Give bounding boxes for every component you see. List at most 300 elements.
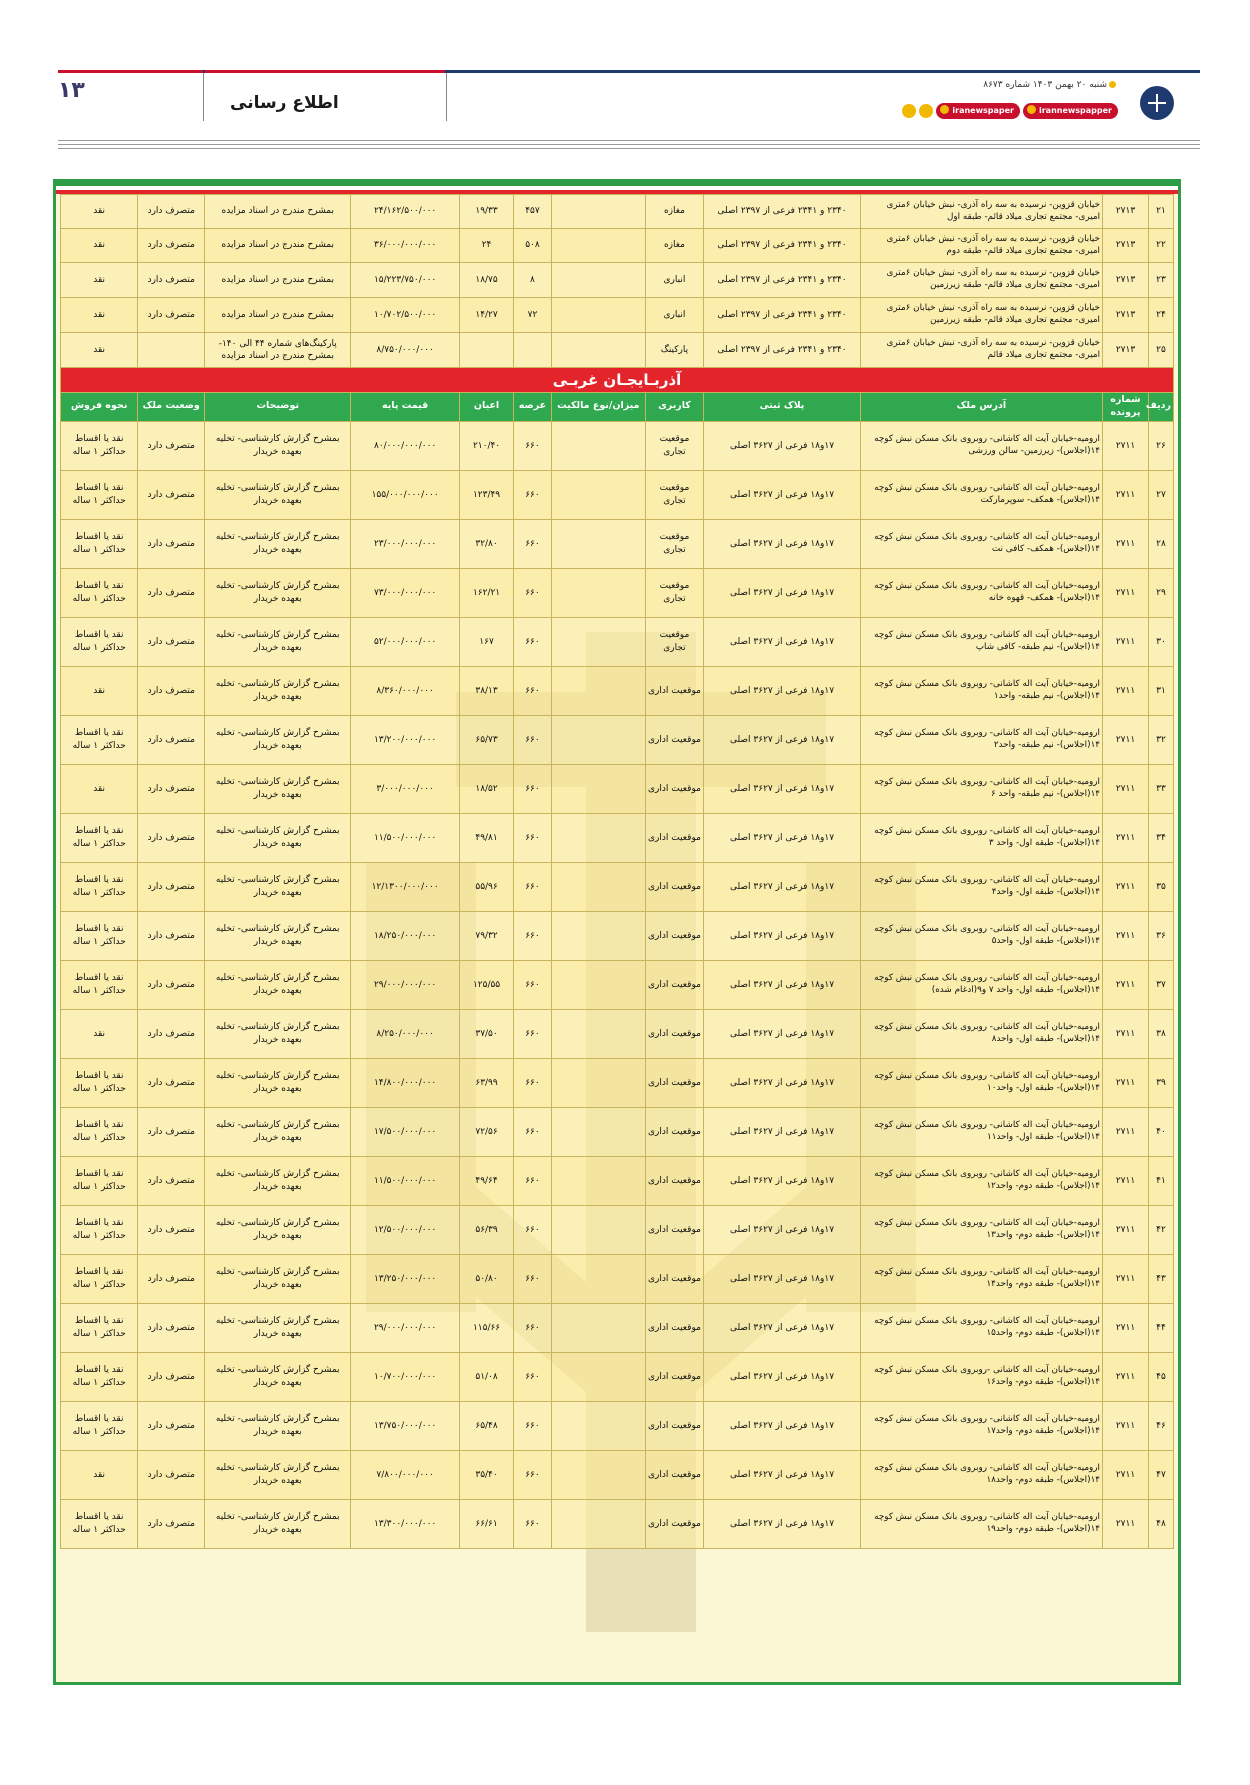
usage-cell: موقعیت اداری xyxy=(645,1058,703,1107)
sale-method-cell: نقد xyxy=(61,1009,138,1058)
address-cell: خیابان قزوین- نرسیده به سه راه آذری- نبش خیابان ۶متری امیری- مجتمع تجاری میلاد قائم- طبقه دوم xyxy=(860,229,1102,263)
arseh-cell: ۶۶۰ xyxy=(514,1254,552,1303)
plaque-cell: ۱۷و۱۸ فرعی از ۳۶۲۷ اصلی xyxy=(704,960,861,1009)
address-cell: ارومیه-خیابان آیت اله کاشانی- روبروی بانک مسکن نبش کوچه ۱۴(اجلاس)- نیم طبقه- کافی شاپ xyxy=(860,617,1102,666)
ownership-cell xyxy=(551,333,645,368)
plaque-cell: ۱۷و۱۸ فرعی از ۳۶۲۷ اصلی xyxy=(704,1058,861,1107)
file-number: ۲۷۱۱ xyxy=(1103,421,1149,470)
address-cell: ارومیه-خیابان آیت اله کاشانی- روبروی بانک مسکن نبش کوچه ۱۴(اجلاس)- طبقه دوم- واحد۱۵ xyxy=(860,1303,1102,1352)
ownership-cell xyxy=(551,1009,645,1058)
price-cell: ۸/۳۶۰/۰۰۰/۰۰۰ xyxy=(351,666,460,715)
file-number: ۲۷۱۳ xyxy=(1103,298,1149,333)
file-number: ۲۷۱۳ xyxy=(1103,333,1149,368)
usage-cell: موقعیت اداری xyxy=(645,1107,703,1156)
plaque-cell: ۱۷و۱۸ فرعی از ۳۶۲۷ اصلی xyxy=(704,764,861,813)
description-cell: بمشرح گزارش کارشناسی- تخلیه بعهده خریدار xyxy=(205,715,351,764)
status-cell: متصرف دارد xyxy=(138,1009,205,1058)
ownership-cell xyxy=(551,1205,645,1254)
plaque-cell: ۱۷و۱۸ فرعی از ۳۶۲۷ اصلی xyxy=(704,813,861,862)
row-number: ۲۱ xyxy=(1148,195,1173,229)
usage-cell: موقعیت اداری xyxy=(645,1450,703,1499)
social-icon xyxy=(1027,105,1036,114)
usage-cell: موقعیت اداری xyxy=(645,715,703,764)
ayan-cell: ۲۴ xyxy=(459,229,513,263)
description-cell: بمشرح گزارش کارشناسی- تخلیه بعهده خریدار xyxy=(205,1352,351,1401)
description-cell: بمشرح گزارش کارشناسی- تخلیه بعهده خریدار xyxy=(205,911,351,960)
price-cell: ۱۲/۱۳۰۰/۰۰۰/۰۰۰ xyxy=(351,862,460,911)
arseh-cell: ۵۰۸ xyxy=(514,229,552,263)
ayan-cell: ۳۵/۴۰ xyxy=(459,1450,513,1499)
address-cell: ارومیه-خیابان آیت اله کاشانی- روبروی بانک مسکن نبش کوچه ۱۴(اجلاس)- طبقه دوم- واحد۱۹ xyxy=(860,1499,1102,1548)
price-cell: ۳/۰۰۰/۰۰۰/۰۰۰ xyxy=(351,764,460,813)
arseh-cell: ۶۶۰ xyxy=(514,813,552,862)
usage-cell: موقعیت اداری xyxy=(645,960,703,1009)
address-cell: ارومیه-خیابان آیت اله کاشانی -روبروی بانک مسکن نبش کوچه ۱۴(اجلاس)- طبقه دوم- واحد۱۶ xyxy=(860,1352,1102,1401)
usage-cell: موقعیت اداری xyxy=(645,1401,703,1450)
arseh-cell: ۶۶۰ xyxy=(514,470,552,519)
status-cell: متصرف دارد xyxy=(138,421,205,470)
description-cell: بمشرح مندرج در اسناد مزایده xyxy=(205,195,351,229)
status-cell: متصرف دارد xyxy=(138,229,205,263)
usage-cell: موقعیت تجاری xyxy=(645,617,703,666)
ownership-cell xyxy=(551,715,645,764)
ownership-cell xyxy=(551,1499,645,1548)
ayan-cell: ۴۹/۸۱ xyxy=(459,813,513,862)
arseh-cell: ۶۶۰ xyxy=(514,421,552,470)
sale-method-cell: نقد یا اقساط حداکثر ۱ ساله xyxy=(61,470,138,519)
file-number: ۲۷۱۱ xyxy=(1103,715,1149,764)
telegram-icon[interactable] xyxy=(919,104,933,118)
file-number: ۲۷۱۱ xyxy=(1103,764,1149,813)
ayan-cell: ۷۹/۳۲ xyxy=(459,911,513,960)
arseh-cell: ۴۵۷ xyxy=(514,195,552,229)
table-row xyxy=(61,1009,1174,1058)
usage-cell: پارکینگ xyxy=(645,333,703,368)
row-number: ۴۷ xyxy=(1148,1450,1173,1499)
main-rows xyxy=(61,421,1174,1548)
status-cell: متصرف دارد xyxy=(138,1058,205,1107)
table-row xyxy=(61,1352,1174,1401)
ayan-cell: ۴۹/۶۴ xyxy=(459,1156,513,1205)
sale-method-cell: نقد یا اقساط حداکثر ۱ ساله xyxy=(61,1254,138,1303)
row-number: ۲۶ xyxy=(1148,421,1173,470)
file-number: ۲۷۱۱ xyxy=(1103,1450,1149,1499)
usage-cell: مغازه xyxy=(645,195,703,229)
plaque-cell: ۱۷و۱۸ فرعی از ۳۶۲۷ اصلی xyxy=(704,1107,861,1156)
description-cell: بمشرح گزارش کارشناسی- تخلیه بعهده خریدار xyxy=(205,666,351,715)
ownership-cell xyxy=(551,195,645,229)
ayan-cell: ۱۶۷ xyxy=(459,617,513,666)
row-number: ۲۲ xyxy=(1148,229,1173,263)
table-row xyxy=(61,666,1174,715)
header-accent-rule xyxy=(58,70,203,73)
row-number: ۳۸ xyxy=(1148,1009,1173,1058)
arseh-cell: ۶۶۰ xyxy=(514,1009,552,1058)
ayan-cell: ۵۶/۳۹ xyxy=(459,1205,513,1254)
issue-date: شنبه ۲۰ بهمن ۱۴۰۳ شماره ۸۶۷۳ xyxy=(983,80,1118,90)
arseh-cell: ۶۶۰ xyxy=(514,1205,552,1254)
instagram-icon[interactable] xyxy=(902,104,916,118)
section-title: اطلاع رسانی xyxy=(230,93,339,113)
file-number: ۲۷۱۳ xyxy=(1103,263,1149,298)
sale-method-cell: نقد یا اقساط حداکثر ۱ ساله xyxy=(61,519,138,568)
price-cell: ۱۵/۲۲۳/۷۵۰/۰۰۰ xyxy=(351,263,460,298)
file-number: ۲۷۱۱ xyxy=(1103,666,1149,715)
plaque-cell: ۱۷و۱۸ فرعی از ۳۶۲۷ اصلی xyxy=(704,1450,861,1499)
ayan-cell: ۷۲/۵۶ xyxy=(459,1107,513,1156)
usage-cell: موقعیت اداری xyxy=(645,862,703,911)
ownership-cell xyxy=(551,519,645,568)
address-cell: ارومیه-خیابان آیت اله کاشانی- روبروی بانک مسکن نبش کوچه ۱۴(اجلاس)- همکف- سوپرمارکت xyxy=(860,470,1102,519)
arseh-cell: ۶۶۰ xyxy=(514,1499,552,1548)
social-handle-1[interactable]: iranewspaper xyxy=(936,103,1020,119)
flag-stripes xyxy=(56,182,1178,194)
sale-method-cell: نقد یا اقساط حداکثر ۱ ساله xyxy=(61,1303,138,1352)
sale-method-cell: نقد یا اقساط حداکثر ۱ ساله xyxy=(61,1156,138,1205)
address-cell: خیابان قزوین- نرسیده به سه راه آذری- نبش خیابان ۶متری امیری- مجتمع تجاری میلاد قائم- طبقه زیرزمین xyxy=(860,263,1102,298)
status-cell xyxy=(138,333,205,368)
ownership-cell xyxy=(551,666,645,715)
usage-cell: موقعیت اداری xyxy=(645,764,703,813)
arseh-cell: ۶۶۰ xyxy=(514,1303,552,1352)
usage-cell: موقعیت اداری xyxy=(645,1156,703,1205)
file-number: ۲۷۱۱ xyxy=(1103,1009,1149,1058)
ownership-cell xyxy=(551,1156,645,1205)
sale-method-cell: نقد یا اقساط حداکثر ۱ ساله xyxy=(61,1499,138,1548)
file-number: ۲۷۱۱ xyxy=(1103,813,1149,862)
plaque-cell: ۱۷و۱۸ فرعی از ۳۶۲۷ اصلی xyxy=(704,1156,861,1205)
arseh-cell: ۶۶۰ xyxy=(514,1450,552,1499)
arseh-cell xyxy=(514,333,552,368)
ayan-cell xyxy=(459,333,513,368)
column-header: توضیحات xyxy=(205,393,351,422)
address-cell: ارومیه-خیابان آیت اله کاشانی- روبروی بانک مسکن نبش کوچه ۱۴(اجلاس)- نیم طبقه- واحد۱ xyxy=(860,666,1102,715)
price-cell: ۱۳/۲۵۰/۰۰۰/۰۰۰ xyxy=(351,1254,460,1303)
description-cell: بمشرح گزارش کارشناسی- تخلیه بعهده خریدار xyxy=(205,568,351,617)
sale-method-cell: نقد xyxy=(61,333,138,368)
row-number: ۴۵ xyxy=(1148,1352,1173,1401)
ownership-cell xyxy=(551,229,645,263)
sale-method-cell: نقد یا اقساط حداکثر ۱ ساله xyxy=(61,1205,138,1254)
status-cell: متصرف دارد xyxy=(138,263,205,298)
file-number: ۲۷۱۱ xyxy=(1103,1156,1149,1205)
price-cell: ۱۰/۷۰۰/۰۰۰/۰۰۰ xyxy=(351,1352,460,1401)
price-cell: ۲۹/۰۰۰/۰۰۰/۰۰۰ xyxy=(351,1303,460,1352)
table-row xyxy=(61,960,1174,1009)
table-row xyxy=(61,263,1174,298)
plaque-cell: ۱۷و۱۸ فرعی از ۳۶۲۷ اصلی xyxy=(704,911,861,960)
usage-cell: موقعیت اداری xyxy=(645,1009,703,1058)
table-row xyxy=(61,764,1174,813)
usage-cell: موقعیت تجاری xyxy=(645,421,703,470)
plaque-cell: ۱۷و۱۸ فرعی از ۳۶۲۷ اصلی xyxy=(704,666,861,715)
table-row xyxy=(61,1107,1174,1156)
address-cell: ارومیه-خیابان آیت اله کاشانی- روبروی بانک مسکن نبش کوچه ۱۴(اجلاس)- طبقه دوم- واحد۱۴ xyxy=(860,1254,1102,1303)
sale-method-cell: نقد xyxy=(61,263,138,298)
file-number: ۲۷۱۱ xyxy=(1103,1058,1149,1107)
table-row xyxy=(61,1303,1174,1352)
description-cell: بمشرح گزارش کارشناسی- تخلیه بعهده خریدار xyxy=(205,1107,351,1156)
row-number: ۴۱ xyxy=(1148,1156,1173,1205)
status-cell: متصرف دارد xyxy=(138,813,205,862)
description-cell: بمشرح گزارش کارشناسی- تخلیه بعهده خریدار xyxy=(205,1156,351,1205)
table-row xyxy=(61,1205,1174,1254)
status-cell: متصرف دارد xyxy=(138,1352,205,1401)
status-cell: متصرف دارد xyxy=(138,1254,205,1303)
description-cell: بمشرح گزارش کارشناسی- تخلیه بعهده خریدار xyxy=(205,1009,351,1058)
arseh-cell: ۷۲ xyxy=(514,298,552,333)
ownership-cell xyxy=(551,1303,645,1352)
page-header xyxy=(0,0,1250,160)
ownership-cell xyxy=(551,421,645,470)
description-cell: بمشرح مندرج در اسناد مزایده xyxy=(205,263,351,298)
row-number: ۳۵ xyxy=(1148,862,1173,911)
price-cell: ۳۶/۰۰۰/۰۰۰/۰۰۰ xyxy=(351,229,460,263)
address-cell: ارومیه-خیابان آیت اله کاشانی- روبروی بانک مسکن نبش کوچه ۱۴(اجلاس)- طبقه اول- واحد۵ xyxy=(860,911,1102,960)
description-cell: بمشرح گزارش کارشناسی- تخلیه بعهده خریدار xyxy=(205,813,351,862)
sale-method-cell: نقد یا اقساط حداکثر ۱ ساله xyxy=(61,813,138,862)
ayan-cell: ۱۲۵/۵۵ xyxy=(459,960,513,1009)
ayan-cell: ۳۲/۸۰ xyxy=(459,519,513,568)
description-cell: بمشرح گزارش کارشناسی- تخلیه بعهده خریدار xyxy=(205,421,351,470)
row-number: ۳۳ xyxy=(1148,764,1173,813)
price-cell: ۲۹/۰۰۰/۰۰۰/۰۰۰ xyxy=(351,960,460,1009)
column-header: عرصه xyxy=(514,393,552,422)
header-divider xyxy=(58,148,1200,149)
column-header: ردیف xyxy=(1148,393,1173,422)
row-number: ۲۸ xyxy=(1148,519,1173,568)
price-cell: ۸۰/۰۰۰/۰۰۰/۰۰۰ xyxy=(351,421,460,470)
plaque-cell: ۱۷و۱۸ فرعی از ۳۶۲۷ اصلی xyxy=(704,1009,861,1058)
ayan-cell: ۱۲۳/۴۹ xyxy=(459,470,513,519)
column-header: شماره پرونده xyxy=(1103,393,1149,422)
row-number: ۲۵ xyxy=(1148,333,1173,368)
status-cell: متصرف دارد xyxy=(138,470,205,519)
ownership-cell xyxy=(551,568,645,617)
sale-method-cell: نقد xyxy=(61,666,138,715)
sale-method-cell: نقد یا اقساط حداکثر ۱ ساله xyxy=(61,911,138,960)
status-cell: متصرف دارد xyxy=(138,960,205,1009)
address-cell: ارومیه-خیابان آیت اله کاشانی- روبروی بانک مسکن نبش کوچه ۱۴(اجلاس)- طبقه اول- واحد۱۰ xyxy=(860,1058,1102,1107)
usage-cell: موقعیت اداری xyxy=(645,813,703,862)
zone-row xyxy=(61,368,1174,393)
file-number: ۲۷۱۱ xyxy=(1103,1499,1149,1548)
plaque-cell: ۱۷و۱۸ فرعی از ۳۶۲۷ اصلی xyxy=(704,519,861,568)
file-number: ۲۷۱۳ xyxy=(1103,229,1149,263)
arseh-cell: ۸ xyxy=(514,263,552,298)
social-links xyxy=(902,103,1118,119)
table-row xyxy=(61,229,1174,263)
usage-cell: موقعیت تجاری xyxy=(645,568,703,617)
address-cell: ارومیه-خیابان آیت اله کاشانی- روبروی بانک مسکن نبش کوچه ۱۴(اجلاس)- زیرزمین- سالن ورزشی xyxy=(860,421,1102,470)
arseh-cell: ۶۶۰ xyxy=(514,1401,552,1450)
table-row xyxy=(61,298,1174,333)
arseh-cell: ۶۶۰ xyxy=(514,764,552,813)
price-cell: ۱۵۵/۰۰۰/۰۰۰/۰۰۰ xyxy=(351,470,460,519)
ownership-cell xyxy=(551,1352,645,1401)
column-header: قیمت پایه xyxy=(351,393,460,422)
usage-cell: موقعیت تجاری xyxy=(645,519,703,568)
ayan-cell: ۳۷/۵۰ xyxy=(459,1009,513,1058)
status-cell: متصرف دارد xyxy=(138,298,205,333)
column-headers xyxy=(61,393,1174,422)
arseh-cell: ۶۶۰ xyxy=(514,715,552,764)
ayan-cell: ۱۱۵/۶۶ xyxy=(459,1303,513,1352)
description-cell: بمشرح گزارش کارشناسی- تخلیه بعهده خریدار xyxy=(205,1254,351,1303)
address-cell: ارومیه-خیابان آیت اله کاشانی- روبروی بانک مسکن نبش کوچه ۱۴(اجلاس)- طبقه دوم- واحد۱۷ xyxy=(860,1401,1102,1450)
file-number: ۲۷۱۱ xyxy=(1103,1205,1149,1254)
status-cell: متصرف دارد xyxy=(138,1205,205,1254)
ownership-cell xyxy=(551,1254,645,1303)
ownership-cell xyxy=(551,911,645,960)
usage-cell: موقعیت اداری xyxy=(645,1352,703,1401)
arseh-cell: ۶۶۰ xyxy=(514,1352,552,1401)
row-number: ۳۶ xyxy=(1148,911,1173,960)
social-icon xyxy=(940,105,949,114)
sale-method-cell: نقد یا اقساط حداکثر ۱ ساله xyxy=(61,1058,138,1107)
arseh-cell: ۶۶۰ xyxy=(514,960,552,1009)
status-cell: متصرف دارد xyxy=(138,519,205,568)
price-cell: ۵۲/۰۰۰/۰۰۰/۰۰۰ xyxy=(351,617,460,666)
sale-method-cell: نقد xyxy=(61,298,138,333)
address-cell: ارومیه-خیابان آیت اله کاشانی- روبروی بانک مسکن نبش کوچه ۱۴(اجلاس)- طبقه اول- واحد ۳ xyxy=(860,813,1102,862)
arseh-cell: ۶۶۰ xyxy=(514,1107,552,1156)
row-number: ۴۶ xyxy=(1148,1401,1173,1450)
header-divider xyxy=(58,140,1200,141)
table-row xyxy=(61,1254,1174,1303)
arseh-cell: ۶۶۰ xyxy=(514,1058,552,1107)
price-cell: ۸/۲۵۰/۰۰۰/۰۰۰ xyxy=(351,1009,460,1058)
table-row xyxy=(61,1058,1174,1107)
description-cell: بمشرح مندرج در اسناد مزایده xyxy=(205,298,351,333)
ownership-cell xyxy=(551,960,645,1009)
bullet-icon xyxy=(1109,81,1116,88)
ownership-cell xyxy=(551,813,645,862)
arseh-cell: ۶۶۰ xyxy=(514,617,552,666)
zone-title: آذربـایجـان غربـی xyxy=(61,368,1174,393)
status-cell: متصرف دارد xyxy=(138,666,205,715)
ayan-cell: ۱۸/۵۲ xyxy=(459,764,513,813)
table-row xyxy=(61,519,1174,568)
file-number: ۲۷۱۱ xyxy=(1103,1401,1149,1450)
file-number: ۲۷۱۱ xyxy=(1103,617,1149,666)
sale-method-cell: نقد یا اقساط حداکثر ۱ ساله xyxy=(61,715,138,764)
row-number: ۴۴ xyxy=(1148,1303,1173,1352)
description-cell: بمشرح گزارش کارشناسی- تخلیه بعهده خریدار xyxy=(205,1303,351,1352)
auction-table xyxy=(60,194,1174,1549)
plaque-cell: ۱۷و۱۸ فرعی از ۳۶۲۷ اصلی xyxy=(704,568,861,617)
table-row xyxy=(61,1499,1174,1548)
price-cell: ۱۳/۳۰۰/۰۰۰/۰۰۰ xyxy=(351,1499,460,1548)
ayan-cell: ۶۵/۴۸ xyxy=(459,1401,513,1450)
page-number: ۱۳ xyxy=(58,78,85,103)
row-number: ۳۲ xyxy=(1148,715,1173,764)
row-number: ۴۸ xyxy=(1148,1499,1173,1548)
table-row xyxy=(61,421,1174,470)
ownership-cell xyxy=(551,764,645,813)
address-cell: ارومیه-خیابان آیت اله کاشانی- روبروی بانک مسکن نبش کوچه ۱۴(اجلاس)- طبقه اول- واحد ۷ و۹(ادغام شده) xyxy=(860,960,1102,1009)
price-cell: ۲۴/۱۶۲/۵۰۰/۰۰۰ xyxy=(351,195,460,229)
table-row xyxy=(61,1156,1174,1205)
status-cell: متصرف دارد xyxy=(138,195,205,229)
sale-method-cell: نقد یا اقساط حداکثر ۱ ساله xyxy=(61,960,138,1009)
description-cell: بمشرح گزارش کارشناسی- تخلیه بعهده خریدار xyxy=(205,519,351,568)
description-cell: بمشرح گزارش کارشناسی- تخلیه بعهده خریدار xyxy=(205,1058,351,1107)
sale-method-cell: نقد xyxy=(61,195,138,229)
ayan-cell: ۲۱۰/۴۰ xyxy=(459,421,513,470)
ayan-cell: ۵۰/۸۰ xyxy=(459,1254,513,1303)
sale-method-cell: نقد یا اقساط حداکثر ۱ ساله xyxy=(61,862,138,911)
status-cell: متصرف دارد xyxy=(138,911,205,960)
ownership-cell xyxy=(551,1450,645,1499)
status-cell: متصرف دارد xyxy=(138,764,205,813)
row-number: ۲۳ xyxy=(1148,263,1173,298)
row-number: ۲۷ xyxy=(1148,470,1173,519)
file-number: ۲۷۱۱ xyxy=(1103,1303,1149,1352)
usage-cell: موقعیت اداری xyxy=(645,1254,703,1303)
ownership-cell xyxy=(551,1107,645,1156)
address-cell: ارومیه-خیابان آیت اله کاشانی- روبروی بانک مسکن نبش کوچه ۱۴(اجلاس)- نیم طبقه- واحد ۶ xyxy=(860,764,1102,813)
sale-method-cell: نقد یا اقساط حداکثر ۱ ساله xyxy=(61,1352,138,1401)
price-cell: ۱۷/۵۰۰/۰۰۰/۰۰۰ xyxy=(351,1107,460,1156)
plaque-cell: ۱۷و۱۸ فرعی از ۳۶۲۷ اصلی xyxy=(704,1303,861,1352)
description-cell: بمشرح گزارش کارشناسی- تخلیه بعهده خریدار xyxy=(205,1499,351,1548)
social-handle-2[interactable]: irannewspapper xyxy=(1023,103,1118,119)
arseh-cell: ۶۶۰ xyxy=(514,519,552,568)
top-rows xyxy=(61,195,1174,368)
file-number: ۲۷۱۱ xyxy=(1103,1107,1149,1156)
description-cell: بمشرح گزارش کارشناسی- تخلیه بعهده خریدار xyxy=(205,862,351,911)
plaque-cell: ۱۷و۱۸ فرعی از ۳۶۲۷ اصلی xyxy=(704,470,861,519)
status-cell: متصرف دارد xyxy=(138,1499,205,1548)
row-number: ۳۰ xyxy=(1148,617,1173,666)
file-number: ۲۷۱۱ xyxy=(1103,1254,1149,1303)
address-cell: خیابان قزوین- نرسیده به سه راه آذری- نبش خیابان ۶متری امیری- مجتمع تجاری میلاد قائم- طبقه اول xyxy=(860,195,1102,229)
ayan-cell: ۵۱/۰۸ xyxy=(459,1352,513,1401)
table-row xyxy=(61,911,1174,960)
arseh-cell: ۶۶۰ xyxy=(514,666,552,715)
ownership-cell xyxy=(551,470,645,519)
address-cell: ارومیه-خیابان آیت اله کاشانی- روبروی بانک مسکن نبش کوچه ۱۴(اجلاس)- همکف- قهوه خانه xyxy=(860,568,1102,617)
address-cell: ارومیه-خیابان آیت اله کاشانی- روبروی بانک مسکن نبش کوچه ۱۴(اجلاس)- طبقه اول- واحد۴ xyxy=(860,862,1102,911)
address-cell: ارومیه-خیابان آیت اله کاشانی- روبروی بانک مسکن نبش کوچه ۱۴(اجلاس)- طبقه دوم- واحد۱۳ xyxy=(860,1205,1102,1254)
row-number: ۳۱ xyxy=(1148,666,1173,715)
description-cell: بمشرح گزارش کارشناسی- تخلیه بعهده خریدار xyxy=(205,960,351,1009)
ayan-cell: ۶۶/۶۱ xyxy=(459,1499,513,1548)
table-row xyxy=(61,862,1174,911)
status-cell: متصرف دارد xyxy=(138,1107,205,1156)
row-number: ۲۹ xyxy=(1148,568,1173,617)
plaque-cell: ۱۷و۱۸ فرعی از ۳۶۲۷ اصلی xyxy=(704,1254,861,1303)
file-number: ۲۷۱۳ xyxy=(1103,195,1149,229)
file-number: ۲۷۱۱ xyxy=(1103,568,1149,617)
usage-cell: انباری xyxy=(645,298,703,333)
plaque-cell: ۱۷و۱۸ فرعی از ۳۶۲۷ اصلی xyxy=(704,862,861,911)
plaque-cell: ۱۷و۱۸ فرعی از ۳۶۲۷ اصلی xyxy=(704,617,861,666)
row-number: ۳۷ xyxy=(1148,960,1173,1009)
status-cell: متصرف دارد xyxy=(138,1401,205,1450)
sale-method-cell: نقد xyxy=(61,1450,138,1499)
sale-method-cell: نقد یا اقساط حداکثر ۱ ساله xyxy=(61,617,138,666)
status-cell: متصرف دارد xyxy=(138,568,205,617)
usage-cell: مغازه xyxy=(645,229,703,263)
arseh-cell: ۶۶۰ xyxy=(514,911,552,960)
plaque-cell: ۱۷و۱۸ فرعی از ۳۶۲۷ اصلی xyxy=(704,421,861,470)
auction-notice-frame xyxy=(53,179,1181,1685)
description-cell: بمشرح گزارش کارشناسی- تخلیه بعهده خریدار xyxy=(205,617,351,666)
table-row xyxy=(61,195,1174,229)
column-header: آدرس ملک xyxy=(860,393,1102,422)
